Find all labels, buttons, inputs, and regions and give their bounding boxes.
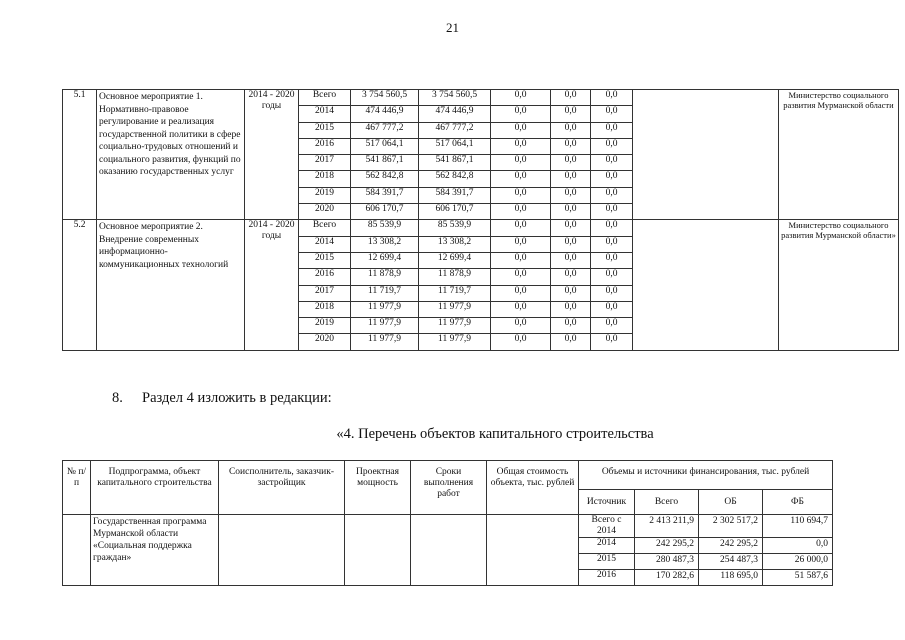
ob-cell: 584 391,7 xyxy=(419,187,491,203)
value-cell: 0,0 xyxy=(591,171,633,187)
measure-number: 5.1 xyxy=(63,90,97,220)
value-cell: 0,0 xyxy=(551,285,591,301)
total-cell: 467 777,2 xyxy=(351,122,419,138)
executor: Министерство социального развития Мурманской области xyxy=(779,90,899,220)
source-cell: Всего с 2014 xyxy=(579,515,635,538)
value-cell: 0,0 xyxy=(551,138,591,154)
row-label: 2015 xyxy=(299,252,351,268)
total-cell: 11 977,9 xyxy=(351,301,419,317)
value-cell: 0,0 xyxy=(551,269,591,285)
row-label: Всего xyxy=(299,220,351,236)
header-num: № п/п xyxy=(63,461,91,515)
page-number: 21 xyxy=(446,20,459,35)
empty-cell xyxy=(633,90,779,220)
ob-cell: 562 842,8 xyxy=(419,171,491,187)
value-cell: 0,0 xyxy=(491,269,551,285)
row-label: 2019 xyxy=(299,318,351,334)
row-label: 2015 xyxy=(299,122,351,138)
ob-cell: 12 699,4 xyxy=(419,252,491,268)
ob-cell: 541 867,1 xyxy=(419,155,491,171)
table-row xyxy=(63,90,899,106)
cost-cell xyxy=(487,515,579,586)
empty-cell xyxy=(633,220,779,350)
measure-period: 2014 - 2020 годы xyxy=(245,90,299,220)
row-label: 2017 xyxy=(299,285,351,301)
value-cell: 0,0 xyxy=(491,90,551,106)
source-cell: 2014 xyxy=(579,538,635,554)
value-cell: 0,0 xyxy=(491,301,551,317)
header-capacity: Проектная мощность xyxy=(345,461,411,515)
value-cell: 0,0 xyxy=(591,269,633,285)
value-cell: 0,0 xyxy=(591,285,633,301)
value-cell: 0,0 xyxy=(591,318,633,334)
ob-cell: 85 539,9 xyxy=(419,220,491,236)
value-cell: 0,0 xyxy=(591,90,633,106)
row-num-cell xyxy=(63,515,91,586)
table-row xyxy=(63,220,899,236)
total-cell: 541 867,1 xyxy=(351,155,419,171)
total-cell: 12 699,4 xyxy=(351,252,419,268)
section-instruction xyxy=(112,390,332,407)
ob-cell: 242 295,2 xyxy=(699,538,763,554)
header-financing: Объемы и источники финансирования, тыс. рублей xyxy=(579,461,833,490)
row-label: Всего xyxy=(299,90,351,106)
value-cell: 0,0 xyxy=(491,204,551,220)
total-cell: 170 282,6 xyxy=(635,570,699,586)
ob-cell: 474 446,9 xyxy=(419,106,491,122)
value-cell: 0,0 xyxy=(551,122,591,138)
total-cell: 11 977,9 xyxy=(351,318,419,334)
ob-cell: 467 777,2 xyxy=(419,122,491,138)
row-label: 2019 xyxy=(299,187,351,203)
header-fb: ФБ xyxy=(763,490,833,515)
program-name: Государственная программа Мурманской области «Социальная поддержка граждан» xyxy=(91,515,219,586)
value-cell: 0,0 xyxy=(551,90,591,106)
section-number: 8. xyxy=(112,390,123,406)
value-cell: 0,0 xyxy=(551,301,591,317)
ob-cell: 13 308,2 xyxy=(419,236,491,252)
total-cell: 85 539,9 xyxy=(351,220,419,236)
row-label: 2014 xyxy=(299,236,351,252)
value-cell: 0,0 xyxy=(551,236,591,252)
ob-cell: 606 170,7 xyxy=(419,204,491,220)
value-cell: 0,0 xyxy=(591,220,633,236)
value-cell: 0,0 xyxy=(591,204,633,220)
fb-cell: 26 000,0 xyxy=(763,554,833,570)
fb-cell: 51 587,6 xyxy=(763,570,833,586)
value-cell: 0,0 xyxy=(491,106,551,122)
value-cell: 0,0 xyxy=(491,334,551,350)
measure-number: 5.2 xyxy=(63,220,97,350)
header-ob: ОБ xyxy=(699,490,763,515)
source-cell: 2015 xyxy=(579,554,635,570)
ob-cell: 3 754 560,5 xyxy=(419,90,491,106)
header-coexecutor: Соисполнитель, заказчик-застройщик xyxy=(219,461,345,515)
ob-cell: 11 977,9 xyxy=(419,301,491,317)
value-cell: 0,0 xyxy=(551,252,591,268)
row-label: 2014 xyxy=(299,106,351,122)
value-cell: 0,0 xyxy=(491,285,551,301)
total-cell: 2 413 211,9 xyxy=(635,515,699,538)
value-cell: 0,0 xyxy=(551,155,591,171)
total-cell: 584 391,7 xyxy=(351,187,419,203)
measure-description: Основное мероприятие 2. Внедрение современных информационно-коммуникационных технологий xyxy=(97,220,245,350)
value-cell: 0,0 xyxy=(491,318,551,334)
section-title: «4. Перечень объектов капитального строительства xyxy=(336,426,654,442)
row-label: 2018 xyxy=(299,171,351,187)
total-cell: 517 064,1 xyxy=(351,138,419,154)
value-cell: 0,0 xyxy=(551,187,591,203)
ob-cell: 11 977,9 xyxy=(419,318,491,334)
ob-cell: 11 719,7 xyxy=(419,285,491,301)
table-row xyxy=(63,515,833,538)
value-cell: 0,0 xyxy=(491,122,551,138)
total-cell: 13 308,2 xyxy=(351,236,419,252)
header-cost: Общая стоимость объекта, тыс. рублей xyxy=(487,461,579,515)
executor: Министерство социального развития Мурманской области» xyxy=(779,220,899,350)
total-cell: 11 878,9 xyxy=(351,269,419,285)
value-cell: 0,0 xyxy=(591,106,633,122)
value-cell: 0,0 xyxy=(491,171,551,187)
capital-construction-table xyxy=(62,460,833,586)
row-label: 2018 xyxy=(299,301,351,317)
total-cell: 3 754 560,5 xyxy=(351,90,419,106)
value-cell: 0,0 xyxy=(551,220,591,236)
total-cell: 562 842,8 xyxy=(351,171,419,187)
section-instruction-text: Раздел 4 изложить в редакции: xyxy=(142,390,332,406)
fb-cell: 110 694,7 xyxy=(763,515,833,538)
value-cell: 0,0 xyxy=(491,187,551,203)
total-cell: 606 170,7 xyxy=(351,204,419,220)
ob-cell: 254 487,3 xyxy=(699,554,763,570)
measure-period: 2014 - 2020 годы xyxy=(245,220,299,350)
source-cell: 2016 xyxy=(579,570,635,586)
row-label: 2020 xyxy=(299,334,351,350)
value-cell: 0,0 xyxy=(491,252,551,268)
value-cell: 0,0 xyxy=(551,106,591,122)
value-cell: 0,0 xyxy=(491,220,551,236)
header-source: Источник xyxy=(579,490,635,515)
value-cell: 0,0 xyxy=(591,252,633,268)
coexecutor-cell xyxy=(219,515,345,586)
header-subprogram: Подпрограмма, объект капитального строительства xyxy=(91,461,219,515)
value-cell: 0,0 xyxy=(591,138,633,154)
fb-cell: 0,0 xyxy=(763,538,833,554)
value-cell: 0,0 xyxy=(551,204,591,220)
header-terms: Сроки выполнения работ xyxy=(411,461,487,515)
capacity-cell xyxy=(345,515,411,586)
header-total: Всего xyxy=(635,490,699,515)
total-cell: 242 295,2 xyxy=(635,538,699,554)
value-cell: 0,0 xyxy=(591,155,633,171)
ob-cell: 517 064,1 xyxy=(419,138,491,154)
ob-cell: 118 695,0 xyxy=(699,570,763,586)
value-cell: 0,0 xyxy=(551,171,591,187)
measures-table xyxy=(62,89,899,351)
ob-cell: 2 302 517,2 xyxy=(699,515,763,538)
row-label: 2017 xyxy=(299,155,351,171)
value-cell: 0,0 xyxy=(551,318,591,334)
total-cell: 11 977,9 xyxy=(351,334,419,350)
total-cell: 474 446,9 xyxy=(351,106,419,122)
row-label: 2016 xyxy=(299,269,351,285)
row-label: 2020 xyxy=(299,204,351,220)
value-cell: 0,0 xyxy=(591,122,633,138)
value-cell: 0,0 xyxy=(491,138,551,154)
value-cell: 0,0 xyxy=(491,236,551,252)
measure-description: Основное мероприятие 1. Нормативно-правовое регулирование и реализация государственной политики в сфере социально-трудовых отношений и социального развития, функций по оказанию государственных услуг xyxy=(97,90,245,220)
total-cell: 280 487,3 xyxy=(635,554,699,570)
value-cell: 0,0 xyxy=(591,236,633,252)
ob-cell: 11 878,9 xyxy=(419,269,491,285)
value-cell: 0,0 xyxy=(591,334,633,350)
value-cell: 0,0 xyxy=(491,155,551,171)
value-cell: 0,0 xyxy=(591,187,633,203)
row-label: 2016 xyxy=(299,138,351,154)
ob-cell: 11 977,9 xyxy=(419,334,491,350)
value-cell: 0,0 xyxy=(551,334,591,350)
total-cell: 11 719,7 xyxy=(351,285,419,301)
terms-cell xyxy=(411,515,487,586)
value-cell: 0,0 xyxy=(591,301,633,317)
